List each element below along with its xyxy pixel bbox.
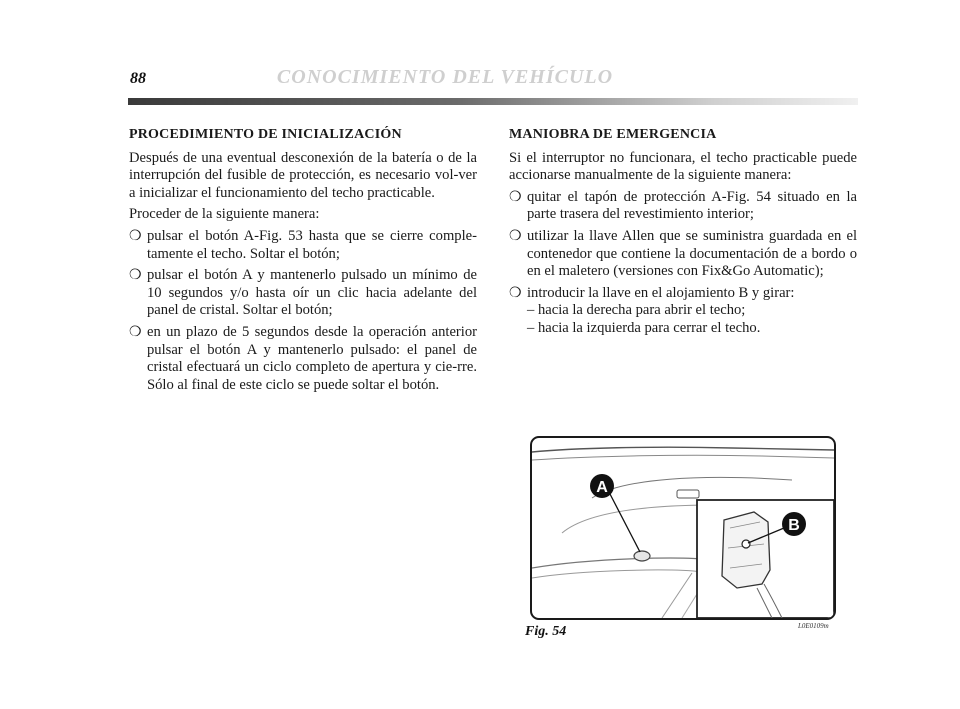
protection-cap <box>634 551 650 561</box>
label-a: A <box>596 479 608 496</box>
sub-item-open: – hacia la derecha para abrir el techo; <box>527 302 746 319</box>
trim-line <box>532 558 712 568</box>
section-title: CONOCIMIENTO DEL VEHÍCULO <box>276 66 614 88</box>
figure-code: L0E0109m <box>798 622 829 630</box>
sub-item-close: – hacia la izquierda para cerrar el techo. <box>527 319 761 336</box>
step-text: en un plazo de 5 segundos desde la operación anterior pulsar el botón A y mantenerlo pulsado: el panel de cristal efectuará un ciclo completo de apertura y cie-rre. Sólo al final de este ciclo se puede soltar el botón. <box>147 323 477 393</box>
emergency-steps <box>509 189 857 338</box>
list-item <box>129 324 477 394</box>
label-b: B <box>788 517 800 534</box>
initialization-lead: Proceder de la siguiente manera: <box>129 206 320 223</box>
list-item <box>129 228 477 263</box>
left-column <box>129 126 477 398</box>
roof-edge-line-inner <box>532 455 834 460</box>
bullet-icon: ❍ <box>509 228 522 244</box>
bullet-icon: ❍ <box>129 268 142 284</box>
bracket <box>677 490 699 498</box>
bullet-icon: ❍ <box>129 324 142 340</box>
header-rule <box>128 98 858 105</box>
figure-illustration <box>530 436 836 620</box>
motor-housing <box>722 512 770 588</box>
list-item <box>129 267 477 320</box>
emergency-intro: Si el interruptor no funcionara, el techo practicable puede accionarse manualmente de la siguiente manera: <box>509 149 857 184</box>
emergency-heading: MANIOBRA DE EMERGENCIA <box>509 127 717 142</box>
step-text: pulsar el botón A y mantenerlo pulsado un mínimo de 10 segundos y/o hasta oír un clic hacia adelante del panel de cristal. Soltar el botón; <box>147 267 477 319</box>
bullet-icon: ❍ <box>509 189 522 205</box>
right-column <box>509 126 857 342</box>
step-text: quitar el tapón de protección A-Fig. 54 situado en la parte trasera del revestimiento interior; <box>527 188 857 223</box>
step-text: introducir la llave en el alojamiento B y girar: <box>527 284 795 301</box>
leader-line-a <box>610 494 640 552</box>
step-text: utilizar la llave Allen que se suministra guardada en el contenedor que contiene la documentación de a bordo o en el maletero (versiones con Fix&Go Automatic); <box>527 227 857 280</box>
list-item <box>509 285 857 338</box>
allen-socket <box>742 540 750 548</box>
page-number: 88 <box>130 70 146 87</box>
bullet-icon: ❍ <box>129 228 142 244</box>
initialization-steps <box>129 228 477 394</box>
list-item <box>509 228 857 281</box>
initialization-heading: PROCEDIMIENTO DE INICIALIZACIÓN <box>129 127 402 142</box>
initialization-intro: Después de una eventual desconexión de la batería o de la interrupción del fusible de protección, es necesario vol-ver a inicializar el funcionamiento del techo practicable. <box>129 149 477 201</box>
sunroof-drawing <box>532 438 834 618</box>
trim-line-2 <box>532 570 702 578</box>
pillar-line <box>662 573 692 618</box>
roof-edge-line <box>532 447 834 452</box>
figure-caption: Fig. 54 <box>525 624 567 639</box>
bullet-icon: ❍ <box>509 285 522 301</box>
step-text: pulsar el botón A-Fig. 53 hasta que se cierre comple-tamente el techo. Soltar el botón; <box>147 227 477 262</box>
list-item <box>509 189 857 224</box>
